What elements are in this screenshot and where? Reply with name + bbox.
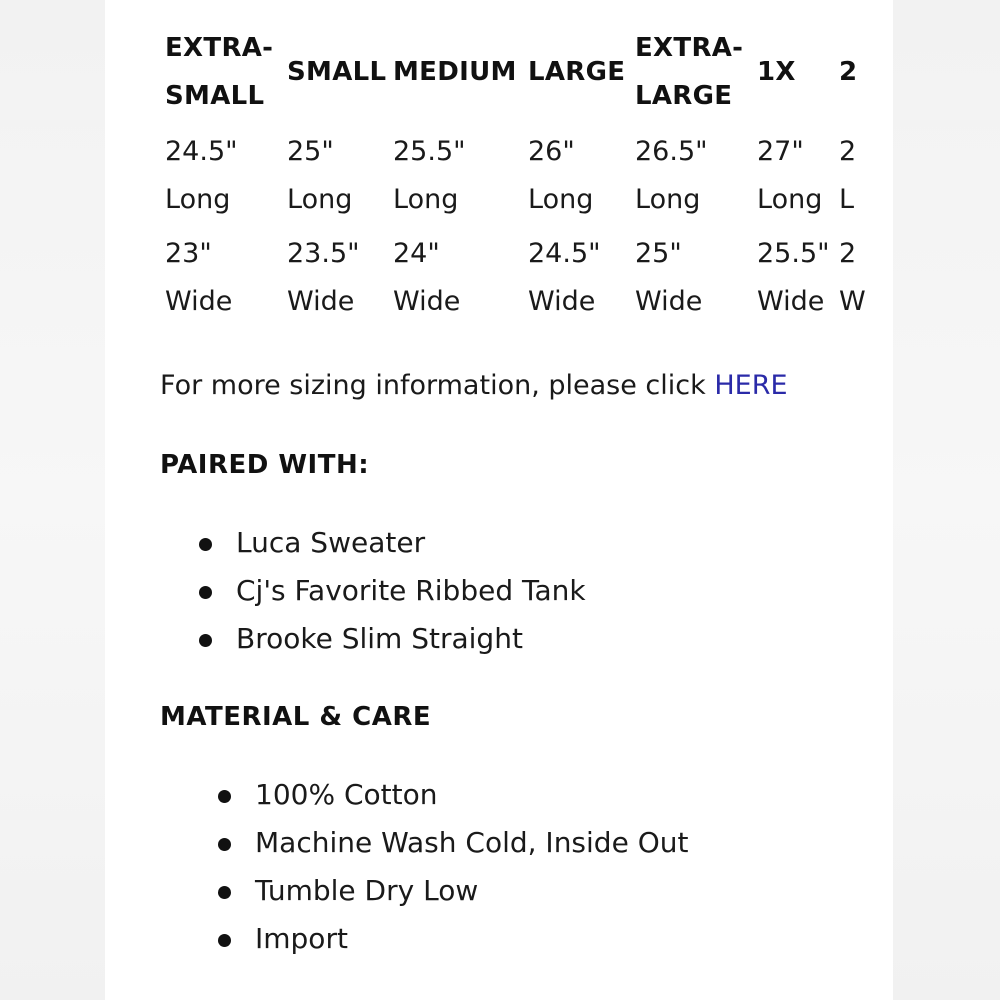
length-unit: Long	[528, 184, 594, 215]
size-column-extra-large	[635, 0, 755, 340]
paired-item-label: Luca Sweater	[236, 526, 426, 559]
width-value: 24"	[393, 238, 440, 269]
material-care-list	[255, 771, 688, 963]
size-header: 2	[839, 57, 858, 87]
bullet-icon	[199, 586, 212, 599]
length-unit: Long	[287, 184, 353, 215]
paired-item[interactable]	[236, 567, 586, 615]
width-value: 23"	[165, 238, 212, 269]
length-unit: L	[839, 184, 855, 215]
length-value: 26"	[528, 136, 575, 167]
bullet-icon	[199, 538, 212, 551]
bullet-icon	[199, 634, 212, 647]
care-item-label: Machine Wash Cold, Inside Out	[255, 826, 689, 859]
width-unit: Wide	[757, 286, 825, 317]
care-item	[255, 819, 688, 867]
content-panel	[105, 0, 893, 1000]
width-value: 25.5"	[757, 238, 830, 269]
bullet-icon	[218, 838, 231, 851]
width-unit: Wide	[287, 286, 355, 317]
paired-with-heading: PAIRED WITH:	[160, 450, 370, 480]
size-column-1x	[757, 0, 837, 340]
paired-item[interactable]	[236, 519, 586, 567]
size-column-medium	[393, 0, 527, 340]
width-unit: W	[839, 286, 866, 317]
paired-item[interactable]	[236, 615, 586, 663]
paired-item-label: Cj's Favorite Ribbed Tank	[236, 574, 586, 607]
length-unit: Long	[635, 184, 701, 215]
left-margin	[0, 0, 105, 1000]
care-item-label: Tumble Dry Low	[255, 874, 479, 907]
bullet-icon	[218, 886, 231, 899]
size-header: EXTRA-LARGE	[635, 33, 744, 111]
care-item-label: 100% Cotton	[255, 778, 438, 811]
right-margin	[893, 0, 1000, 1000]
length-unit: Long	[165, 184, 231, 215]
size-header: LARGE	[528, 57, 626, 87]
length-value: 2	[839, 136, 857, 167]
length-value: 27"	[757, 136, 804, 167]
width-unit: Wide	[528, 286, 596, 317]
size-column-small	[287, 0, 391, 340]
length-unit: Long	[393, 184, 459, 215]
size-column-2x-clipped	[839, 0, 866, 340]
size-header: MEDIUM	[393, 57, 517, 87]
size-chart-table	[105, 0, 893, 340]
width-value: 25"	[635, 238, 682, 269]
length-unit: Long	[757, 184, 823, 215]
bullet-icon	[218, 790, 231, 803]
width-value: 24.5"	[528, 238, 601, 269]
care-item-label: Import	[255, 922, 348, 955]
width-unit: Wide	[393, 286, 461, 317]
size-column-large	[528, 0, 634, 340]
size-column-extra-small	[165, 0, 285, 340]
bullet-icon	[218, 934, 231, 947]
care-item	[255, 867, 688, 915]
paired-with-list	[236, 519, 586, 663]
width-unit: Wide	[165, 286, 233, 317]
care-item	[255, 915, 688, 963]
length-value: 25.5"	[393, 136, 466, 167]
size-header: SMALL	[287, 57, 387, 87]
sizing-info-link[interactable]: HERE	[714, 370, 788, 401]
sizing-info-line	[160, 368, 788, 404]
sizing-info-text: For more sizing information, please click	[160, 370, 715, 401]
width-unit: Wide	[635, 286, 703, 317]
size-header: EXTRA-SMALL	[165, 33, 274, 111]
width-value: 2	[839, 238, 857, 269]
material-care-heading: MATERIAL & CARE	[160, 702, 432, 732]
paired-item-label: Brooke Slim Straight	[236, 622, 523, 655]
length-value: 25"	[287, 136, 334, 167]
length-value: 24.5"	[165, 136, 238, 167]
care-item	[255, 771, 688, 819]
size-header: 1X	[757, 57, 796, 87]
length-value: 26.5"	[635, 136, 708, 167]
width-value: 23.5"	[287, 238, 360, 269]
